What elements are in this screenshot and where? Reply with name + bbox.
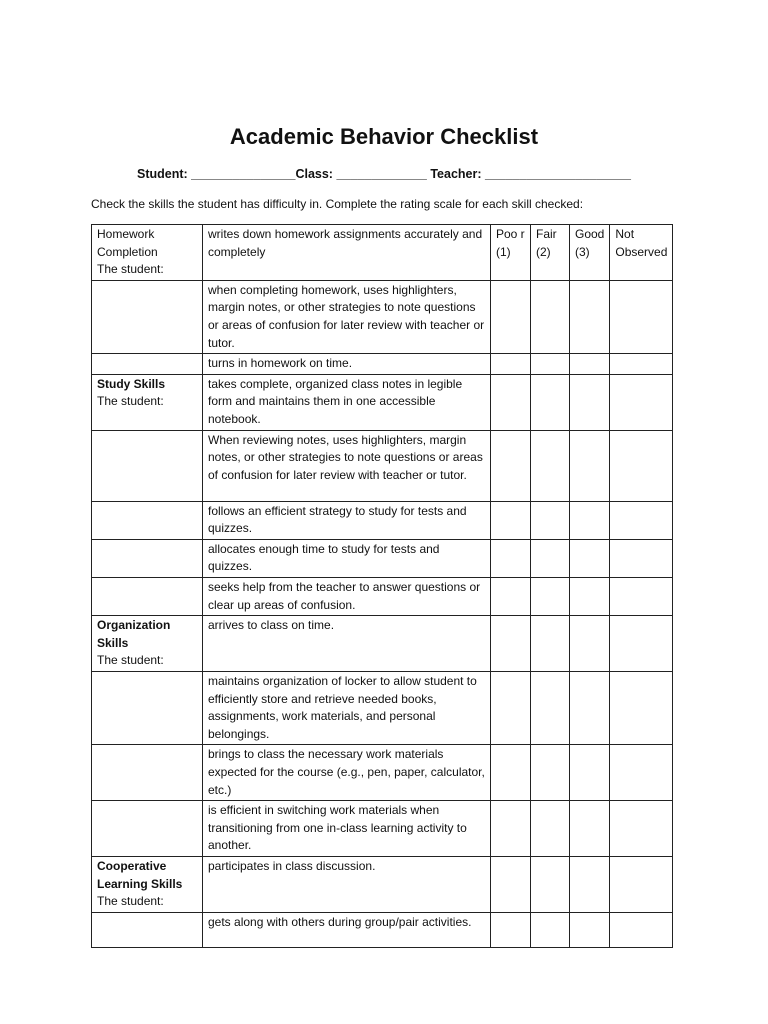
category-homework [92, 225, 203, 281]
rating-good-box[interactable] [570, 430, 610, 501]
rating-good-box[interactable] [570, 354, 610, 375]
rating-not-observed-box[interactable] [610, 374, 673, 430]
category-cell-empty [92, 539, 203, 577]
rating-header-not-observed: Not Observed [610, 225, 673, 281]
category-cell-empty [92, 501, 203, 539]
category-cell-empty [92, 745, 203, 801]
skill-cell: arrives to class on time. [203, 616, 491, 672]
rating-good-box[interactable] [570, 616, 610, 672]
rating-good-box[interactable] [570, 672, 610, 745]
rating-poor-box[interactable] [491, 280, 531, 353]
skill-cell: turns in homework on time. [203, 354, 491, 375]
skill-cell: maintains organization of locker to allow student to efficiently store and retrieve needed books, assignments, work materials, and personal belongings. [203, 672, 491, 745]
skill-cell: seeks help from the teacher to answer questions or clear up areas of confusion. [203, 577, 491, 615]
rating-fair-box[interactable] [531, 616, 570, 672]
rating-poor-box[interactable] [491, 501, 531, 539]
category-name: Study Skills [97, 376, 166, 391]
rating-not-observed-box[interactable] [610, 577, 673, 615]
rating-good-box[interactable] [570, 374, 610, 430]
rating-good-box[interactable] [570, 745, 610, 801]
student-label: Student: [137, 167, 188, 181]
rating-fair-box[interactable] [531, 801, 570, 857]
skill-cell: When reviewing notes, uses highlighters, margin notes, or other strategies to note questions or areas of confusion for later review with teacher or tutor. [203, 430, 491, 501]
rating-fair-box[interactable] [531, 501, 570, 539]
rating-header-good: Good (3) [570, 225, 610, 281]
skill-cell: takes complete, organized class notes in legible form and maintains them in one accessible notebook. [203, 374, 491, 430]
rating-not-observed-box[interactable] [610, 801, 673, 857]
skill-cell: allocates enough time to study for tests and quizzes. [203, 539, 491, 577]
rating-good-box[interactable] [570, 801, 610, 857]
teacher-blank[interactable]: _____________________ [485, 167, 631, 181]
category-sub: The student: [97, 894, 164, 909]
category-cell-empty [92, 672, 203, 745]
category-organization [92, 616, 203, 672]
rating-fair-box[interactable] [531, 672, 570, 745]
class-label: Class: [295, 167, 333, 181]
skill-cell: gets along with others during group/pair activities. [203, 913, 491, 948]
table-row [92, 225, 673, 281]
rating-good-box[interactable] [570, 539, 610, 577]
category-cell-empty [92, 280, 203, 353]
rating-not-observed-box[interactable] [610, 857, 673, 913]
skill-cell: when completing homework, uses highlighters, margin notes, or other strategies to note questions or areas of confusion for later review with teacher or tutor. [203, 280, 491, 353]
rating-good-box[interactable] [570, 913, 610, 948]
rating-fair-box[interactable] [531, 857, 570, 913]
table-row [92, 616, 673, 672]
rating-poor-box[interactable] [491, 857, 531, 913]
category-cell-empty [92, 913, 203, 948]
table-row [92, 430, 673, 501]
rating-poor-box[interactable] [491, 745, 531, 801]
instructions: Check the skills the student has difficulty in. Complete the rating scale for each skill checked: [91, 197, 584, 211]
rating-fair-box[interactable] [531, 913, 570, 948]
rating-poor-box[interactable] [491, 801, 531, 857]
rating-poor-box[interactable] [491, 913, 531, 948]
table-row [92, 857, 673, 913]
table-row [92, 672, 673, 745]
category-study [92, 374, 203, 430]
rating-not-observed-box[interactable] [610, 280, 673, 353]
rating-not-observed-box[interactable] [610, 354, 673, 375]
table-row [92, 577, 673, 615]
rating-poor-box[interactable] [491, 430, 531, 501]
rating-poor-box[interactable] [491, 616, 531, 672]
rating-poor-box[interactable] [491, 577, 531, 615]
rating-poor-box[interactable] [491, 354, 531, 375]
table-row [92, 539, 673, 577]
rating-not-observed-box[interactable] [610, 616, 673, 672]
category-cell-empty [92, 577, 203, 615]
category-cooperative [92, 857, 203, 913]
student-blank[interactable]: _______________ [191, 167, 296, 181]
skill-cell: is efficient in switching work materials when transitioning from one in-class learning activity to another. [203, 801, 491, 857]
skill-cell: participates in class discussion. [203, 857, 491, 913]
table-row [92, 745, 673, 801]
rating-fair-box[interactable] [531, 430, 570, 501]
table-row [92, 374, 673, 430]
page-title: Academic Behavior Checklist [229, 124, 539, 149]
rating-not-observed-box[interactable] [610, 501, 673, 539]
table-row [92, 280, 673, 353]
table-row [92, 913, 673, 948]
rating-fair-box[interactable] [531, 539, 570, 577]
category-cell-empty [92, 801, 203, 857]
rating-not-observed-box[interactable] [610, 913, 673, 948]
rating-good-box[interactable] [570, 577, 610, 615]
category-sub: The student: [97, 262, 164, 277]
category-name: Homework Completion [97, 227, 158, 259]
rating-poor-box[interactable] [491, 672, 531, 745]
skill-cell: writes down homework assignments accurately and completely [203, 225, 491, 281]
teacher-label: Teacher: [430, 167, 482, 181]
rating-good-box[interactable] [570, 501, 610, 539]
category-sub: The student: [97, 653, 164, 668]
table-row [92, 354, 673, 375]
rating-not-observed-box[interactable] [610, 430, 673, 501]
rating-header-fair: Fair (2) [531, 225, 570, 281]
rating-not-observed-box[interactable] [610, 539, 673, 577]
rating-good-box[interactable] [570, 857, 610, 913]
rating-fair-box[interactable] [531, 745, 570, 801]
class-blank[interactable]: _____________ [336, 167, 427, 181]
rating-not-observed-box[interactable] [610, 745, 673, 801]
student-info-line [0, 167, 768, 181]
category-name: Cooperative Learning Skills [97, 859, 183, 891]
rating-fair-box[interactable] [531, 280, 570, 353]
table-row [92, 801, 673, 857]
category-sub: The student: [97, 394, 164, 409]
table-row [92, 501, 673, 539]
rating-poor-box[interactable] [491, 374, 531, 430]
category-name: Organization Skills [97, 618, 171, 650]
checklist-table [91, 224, 673, 948]
skill-cell: follows an efficient strategy to study for tests and quizzes. [203, 501, 491, 539]
rating-fair-box[interactable] [531, 374, 570, 430]
skill-cell: brings to class the necessary work materials expected for the course (e.g., pen, paper, calculator, etc.) [203, 745, 491, 801]
rating-not-observed-box[interactable] [610, 672, 673, 745]
rating-header-poor: Poo r (1) [491, 225, 531, 281]
category-cell-empty [92, 430, 203, 501]
category-cell-empty [92, 354, 203, 375]
rating-fair-box[interactable] [531, 577, 570, 615]
rating-good-box[interactable] [570, 280, 610, 353]
rating-poor-box[interactable] [491, 539, 531, 577]
rating-fair-box[interactable] [531, 354, 570, 375]
